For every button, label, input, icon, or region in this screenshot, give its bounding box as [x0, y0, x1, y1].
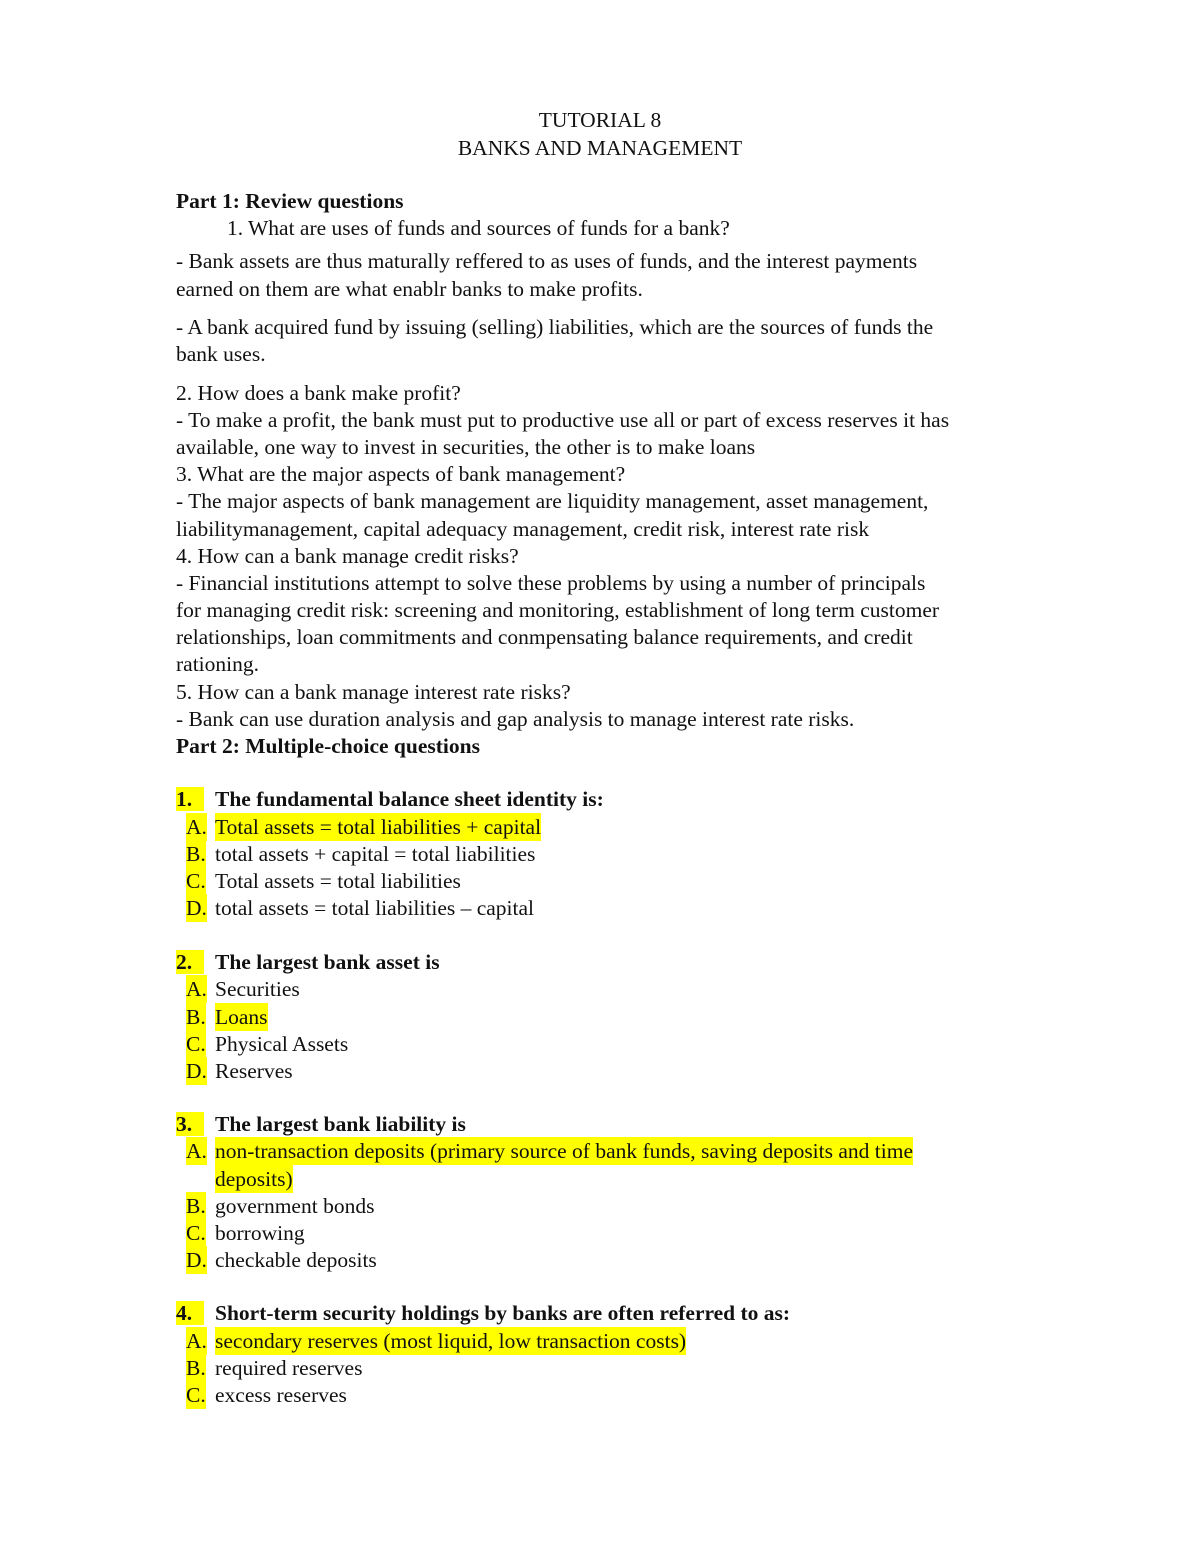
q4-answer-line2: for managing credit risk: screening and monitoring, establishment of long term customer [176, 598, 940, 622]
mcq2-option-b-letter: B. [186, 1005, 206, 1029]
q2-answer-line1: - To make a profit, the bank must put to productive use all or part of excess reserves it has [176, 408, 950, 432]
mcq1-option-b-text: total assets + capital = total liabilities [215, 842, 536, 866]
mcq2-number: 2. [176, 950, 204, 974]
mcq2-option-d-letter: D. [186, 1059, 207, 1083]
mcq3-option-d-text: checkable deposits [215, 1248, 377, 1272]
mcq2-question [176, 948, 440, 976]
mcq3-option-a-text: non-transaction deposits (primary source of bank funds, saving deposits and time [215, 1139, 914, 1163]
q2-question: 2. How does a bank make profit? [176, 381, 461, 405]
part2-heading: Part 2: Multiple-choice questions [176, 734, 480, 758]
q4-answer-line3: relationships, loan commitments and conmpensating balance requirements, and credit [176, 625, 913, 649]
q4-answer-line1: - Financial institutions attempt to solve these problems by using a number of principals [176, 571, 926, 595]
doc-title: TUTORIAL 8 [538, 108, 662, 132]
mcq1-option-c-letter: C. [186, 869, 206, 893]
mcq3-option-b-letter: B. [186, 1194, 206, 1218]
mcq4-option-c-text: excess reserves [215, 1383, 347, 1407]
mcq4-option-b-letter: B. [186, 1356, 206, 1380]
mcq2-option-c-letter: C. [186, 1032, 206, 1056]
q2-answer-line2: available, one way to invest in securities, the other is to make loans [176, 435, 756, 459]
q1-question: What are uses of funds and sources of funds for a bank? [248, 216, 730, 240]
mcq4-option-a-letter: A. [186, 1329, 207, 1353]
mcq2-option-a-text: Securities [215, 977, 300, 1001]
mcq2-option-c-text: Physical Assets [215, 1032, 349, 1056]
mcq3-option-a-letter: A. [186, 1139, 207, 1163]
mcq2-text: The largest bank asset is [215, 950, 440, 974]
q3-answer-line2: liabilitymanagement, capital adequacy management, credit risk, interest rate risk [176, 517, 870, 541]
mcq3-option-a-text-cont: deposits) [215, 1167, 293, 1191]
mcq1-option-a-text: Total assets = total liabilities + capital [215, 815, 542, 839]
mcq4-question [176, 1299, 791, 1327]
mcq1-option-a-letter: A. [186, 815, 207, 839]
mcq4-option-c-letter: C. [186, 1383, 206, 1407]
q1-answer1-line2: earned on them are what enablr banks to make profits. [176, 277, 643, 301]
mcq1-text: The fundamental balance sheet identity is: [215, 787, 604, 811]
q4-question: 4. How can a bank manage credit risks? [176, 544, 519, 568]
q3-answer-line1: - The major aspects of bank management are liquidity management, asset management, [176, 489, 929, 513]
mcq4-option-a-text: secondary reserves (most liquid, low transaction costs) [215, 1329, 687, 1353]
mcq3-option-c-letter: C. [186, 1221, 206, 1245]
mcq3-text: The largest bank liability is [215, 1112, 466, 1136]
mcq4-text: Short-term security holdings by banks are often referred to as: [215, 1301, 791, 1325]
q3-question: 3. What are the major aspects of bank management? [176, 462, 626, 486]
mcq1-option-c-text: Total assets = total liabilities [215, 869, 461, 893]
mcq2-option-b-text: Loans [215, 1005, 268, 1029]
mcq1-option-d-text: total assets = total liabilities – capital [215, 896, 535, 920]
mcq1-option-d-letter: D. [186, 896, 207, 920]
mcq4-option-b-text: required reserves [215, 1356, 363, 1380]
q4-answer-line4: rationing. [176, 652, 259, 676]
q1-answer2-line2: bank uses. [176, 342, 266, 366]
mcq2-option-a-letter: A. [186, 977, 207, 1001]
doc-subtitle: BANKS AND MANAGEMENT [457, 136, 743, 160]
q1-number: 1. [227, 216, 244, 240]
mcq2-option-d-text: Reserves [215, 1059, 293, 1083]
mcq4-number: 4. [176, 1301, 204, 1325]
q1-answer1-line1: - Bank assets are thus maturally reffered to as uses of funds, and the interest payments [176, 249, 918, 273]
q5-question: 5. How can a bank manage interest rate risks? [176, 680, 571, 704]
mcq3-number: 3. [176, 1112, 204, 1136]
q1-answer2-line1: - A bank acquired fund by issuing (selling) liabilities, which are the sources of funds the [176, 315, 934, 339]
part1-heading: Part 1: Review questions [176, 189, 404, 213]
mcq3-option-b-text: government bonds [215, 1194, 375, 1218]
mcq3-option-d-letter: D. [186, 1248, 207, 1272]
mcq1-option-b-letter: B. [186, 842, 206, 866]
mcq3-question [176, 1110, 466, 1138]
mcq1-number: 1. [176, 787, 204, 811]
mcq1-question [176, 785, 604, 813]
q5-answer-line1: - Bank can use duration analysis and gap analysis to manage interest rate risks. [176, 707, 855, 731]
mcq3-option-c-text: borrowing [215, 1221, 305, 1245]
